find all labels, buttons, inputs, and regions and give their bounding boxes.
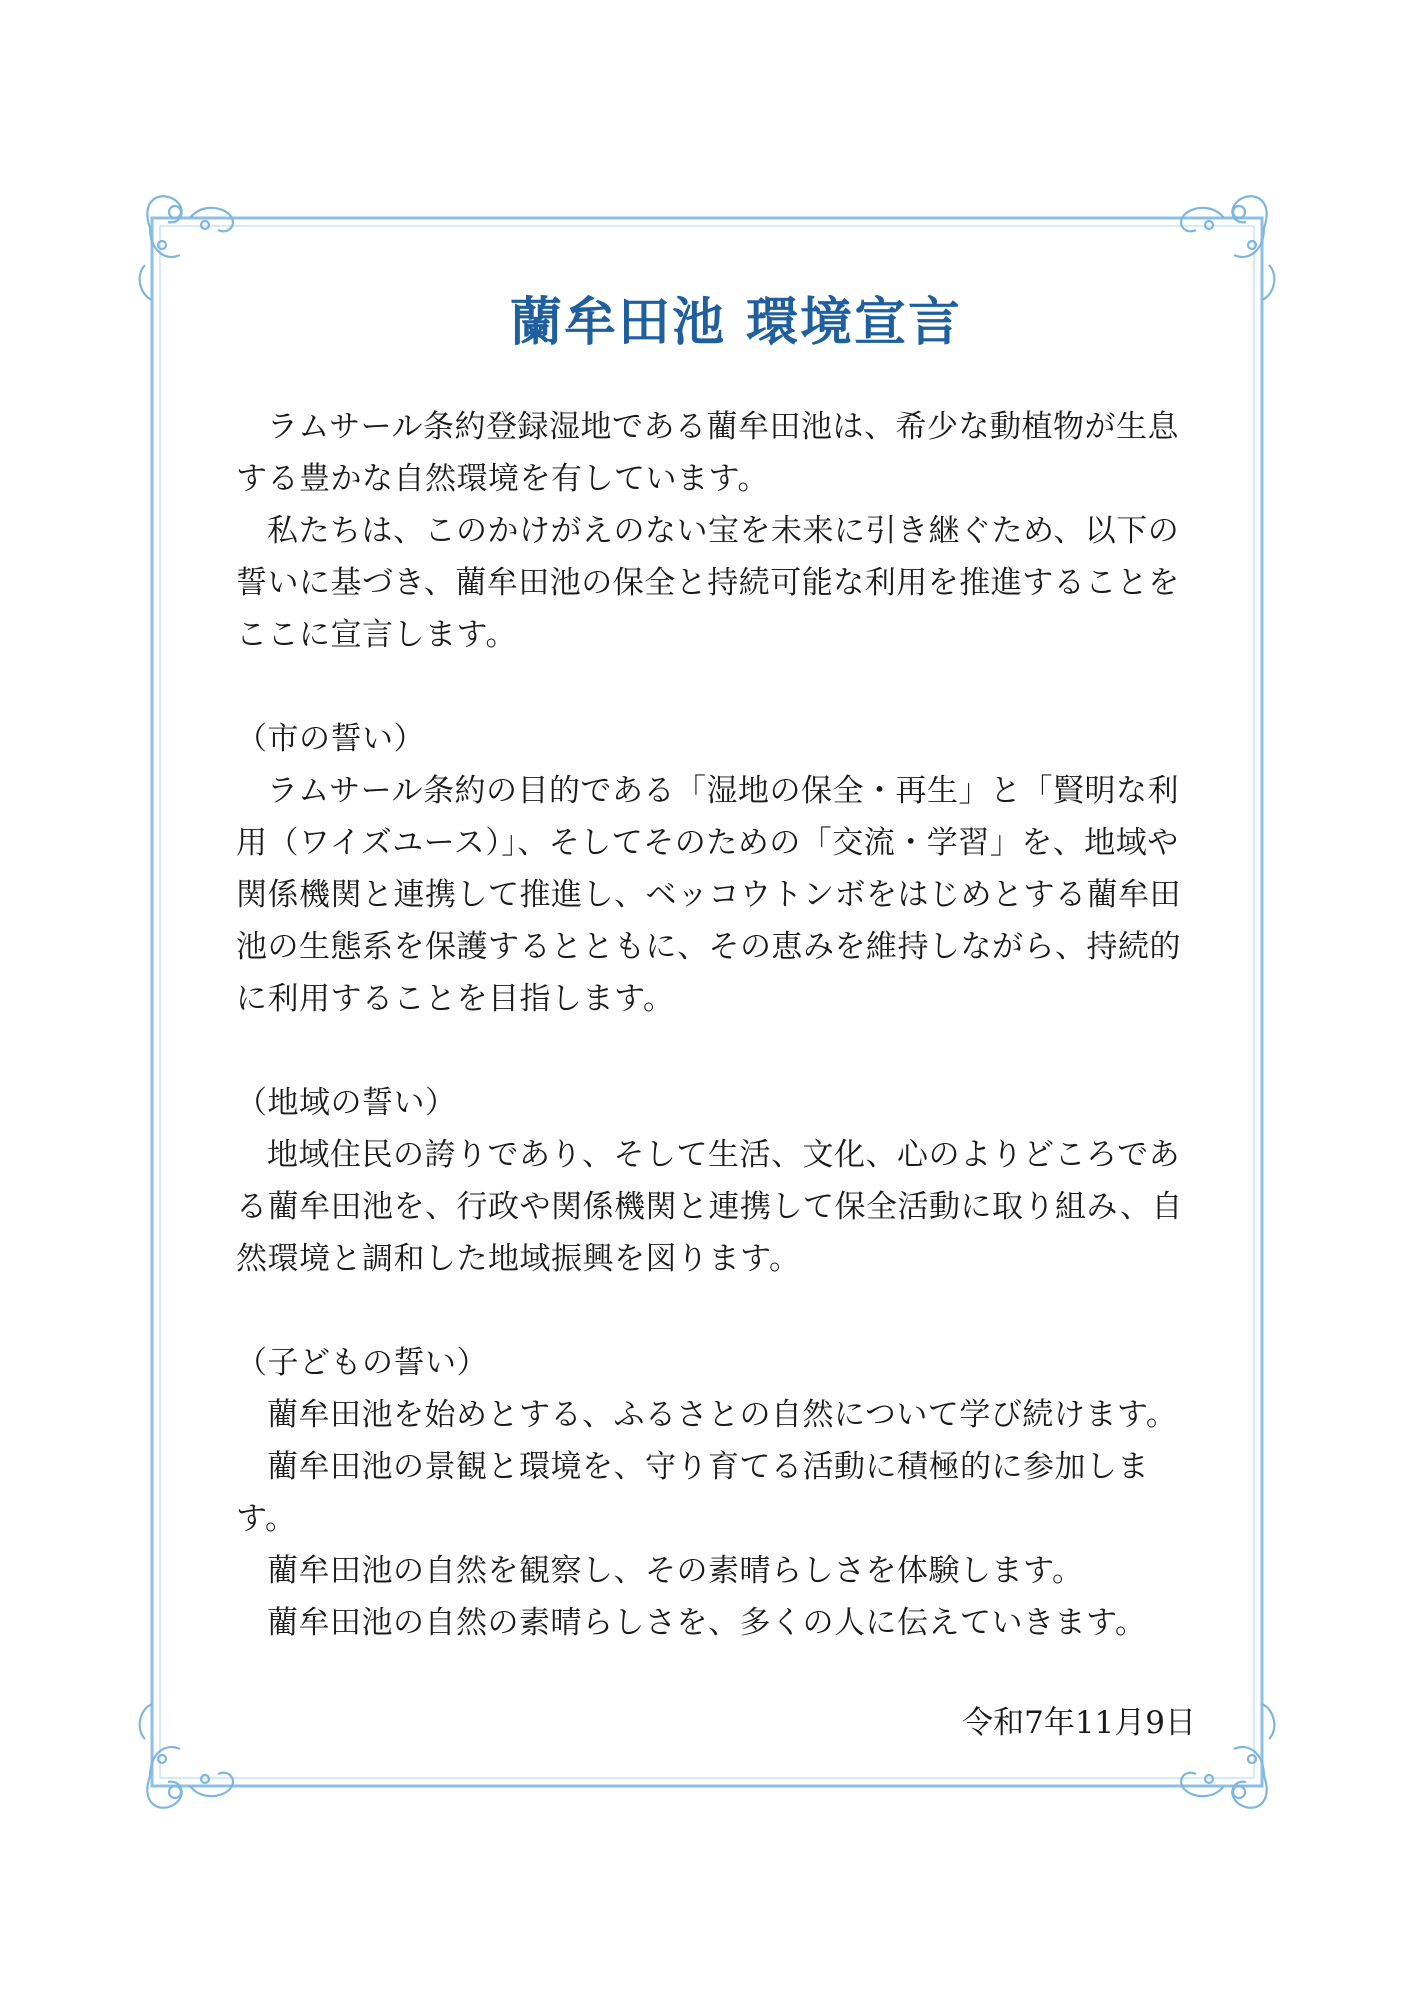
section-body-community: 地域住民の誇りであり、そして生活、文化、心のよりどころである藺牟田池を、行政や関係機関と連携して保全活動に取り組み、自然環境と調和した地域振興を図ります。 — [236, 1137, 1183, 1277]
section-heading-community: （地域の誓い） — [236, 1085, 457, 1121]
children-pledge-4: 藺牟田池の自然の素晴らしさを、多くの人に伝えていきます。 — [267, 1605, 1147, 1641]
intro-paragraph-2: 私たちは、このかけがえのない宝を未来に引き継ぐため、以下の誓いに基づき、藺牟田池の保全と持続可能な利用を推進することをここに宣言します。 — [236, 513, 1180, 653]
document-title: 蘭牟田池 環境宣言 — [509, 292, 963, 353]
corner-ornament-top-left — [140, 196, 233, 300]
children-pledge-2: 藺牟田池の景観と環境を、守り育てる活動に積極的に参加します。 — [236, 1449, 1149, 1537]
children-pledge-1: 藺牟田池を始めとする、ふるさとの自然について学び続けます。 — [267, 1397, 1178, 1433]
declaration-date: 令和7年11月9日 — [962, 1705, 1196, 1741]
declaration-content — [236, 280, 1196, 1749]
children-pledge-3: 藺牟田池の自然を観察し、その素晴らしさを体験します。 — [267, 1553, 1084, 1589]
corner-ornament-bottom-left — [140, 1704, 233, 1808]
section-body-city: ラムサール条約の目的である「湿地の保全・再生」と「賢明な利用（ワイズユース）」、そしてそのための「交流・学習」を、地域や関係機関と連携して推進し、ベッコウトンボをはじめとする藺牟田池の生態系を保護するとともに、その恵みを維持しながら、持続的に利用することを目指します。 — [236, 773, 1181, 1017]
section-heading-city: （市の誓い） — [236, 721, 425, 757]
intro-paragraph-1: ラムサール条約登録湿地である藺牟田池は、希少な動植物が生息する豊かな自然環境を有しています。 — [236, 409, 1179, 497]
section-heading-children: （子どもの誓い） — [236, 1345, 488, 1381]
